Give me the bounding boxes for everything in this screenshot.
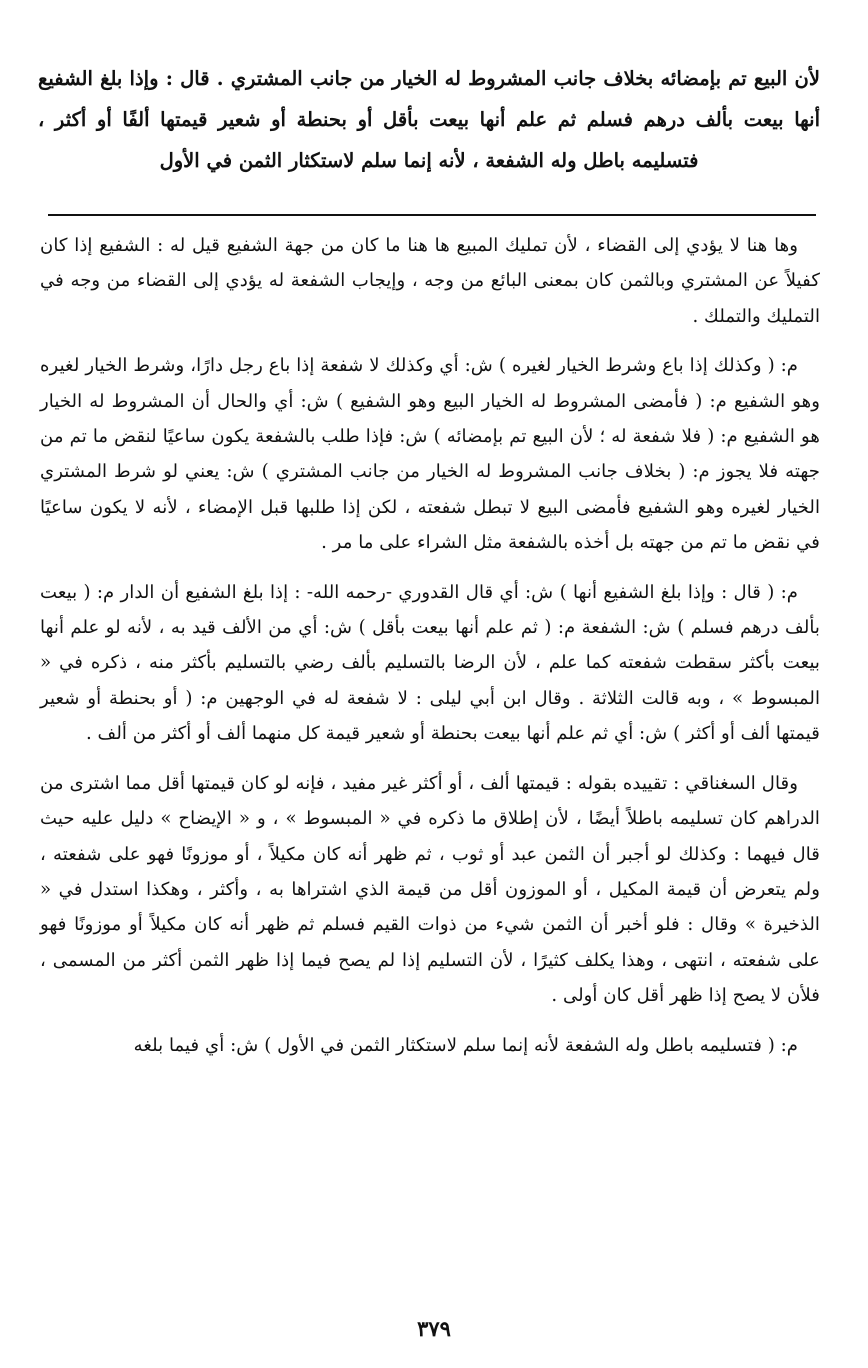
commentary-paragraph: م: ( قال : وإذا بلغ الشفيع أنها ) ش: أي قال القدوري -رحمه الله- : إذا بلغ الشفيع أن الدار م: ( بيعت بألف درهم فسلم ) ش: الشفعة م: ( ثم علم أنها بيعت بأقل ) ش: أي من الألف قيد به ، لأنه لو علم أنها بيعت بأكثر سقطت شفعته كما علم ، لأن الرضا بالتسليم بألف رضي بالتسليم بأكثر منه ، ذكره في « المبسوط » ، وبه قالت الثلاثة . وقال ابن أبي ليلى : لا شفعة له في الوجهين م: ( أو بحنطة أو شعير قيمتها ألف أو أكثر ) ش: أي ثم علم أنها بيعت بحنطة أو شعير قيمة كل منهما ألف أو أكثر من ألف . — [40, 581, 820, 745]
commentary-paragraph: م: ( وكذلك إذا باع وشرط الخيار لغيره ) ش: أي وكذلك لا شفعة إذا باع رجل دارًا، وشرط الخيار لغيره وهو الشفيع م: ( فأمضى المشروط له الخيار البيع وهو الشفيع ) ش: أي والحال أن المشروط له الخيار هو الشفيع م: ( فلا شفعة له ؛ لأن البيع تم بإمضائه ) ش: فإذا طلب بالشفعة يكون ساعيًا لنقض ما تم من جهته فلا يجوز م: ( بخلاف جانب المشروط له الخيار من جانب المشتري ) ش: يعني لو شرط المشتري الخيار لغيره وهو الشفيع فأمضى البيع لا تبطل شفعته ، لكن إذا طلبها قبل الإمضاء ، لأنه لا يكون ساعيًا في نقض ما تم من جهته بل أخذه بالشفعة مثل الشراء على ما مر . — [40, 355, 820, 554]
divider-line — [48, 214, 816, 216]
page-number: ٣٧٩ — [417, 1316, 451, 1341]
commentary-paragraph: وها هنا لا يؤدي إلى القضاء ، لأن تمليك المبيع ها هنا ما كان من جهة الشفيع قيل له : الشفيع إذا كان كفيلاً عن المشتري وبالثمن كان بمعنى البائع من وجه ، وإيجاب الشفعة له يؤدي إلى القضاء من وجه في التمليك والتملك . — [40, 235, 820, 327]
commentary-paragraph: وقال السغناقي : تقييده بقوله : قيمتها ألف ، أو أكثر غير مفيد ، فإنه لو كان قيمتها أقل مما اشترى من الدراهم كان تسليمه باطلاً أيضًا ، لأن إطلاق ما ذكره في « المبسوط » ، و « الإيضاح » دليل عليه حيث قال فيهما : وكذلك لو أجبر أن الثمن عبد أو ثوب ، ثم ظهر أنه كان مكيلاً ، أو موزونًا فهو على شفعته ، ولم يتعرض أن قيمة المكيل ، أو الموزون أقل من قيمة الذي اشتراها به ، وأكثر ، وهكذا استدل في « الذخيرة » وقال : فلو أخبر أن الثمن شيء من ذوات القيم فسلم ثم ظهر أنه كان مكيلاً أو موزونًا فهو على شفعته ، انتهى ، وهذا يكلف كثيرًا ، لأن التسليم إذا لم يصح فيما إذا ظهر الثمن أكثر من المسمى ، فلأن لا يصح إذا ظهر أقل كان أولى . — [40, 772, 820, 1007]
main-text: لأن البيع تم بإمضائه بخلاف جانب المشروط له الخيار من جانب المشتري . قال : وإذا بلغ الشفيع أنها بيعت بألف درهم فسلم ثم علم أنها بيعت بأقل أو بحنطة أو شعير قيمتها ألفًا أو أكثر ، فتسليمه باطل وله الشفعة ، لأنه إنما سلم لاستكثار الثمن في الأول — [38, 67, 820, 172]
commentary — [40, 228, 820, 1077]
commentary-paragraph: م: ( فتسليمه باطل وله الشفعة لأنه إنما سلم لاستكثار الثمن في الأول ) ش: أي فيما بلغه — [133, 1034, 798, 1056]
